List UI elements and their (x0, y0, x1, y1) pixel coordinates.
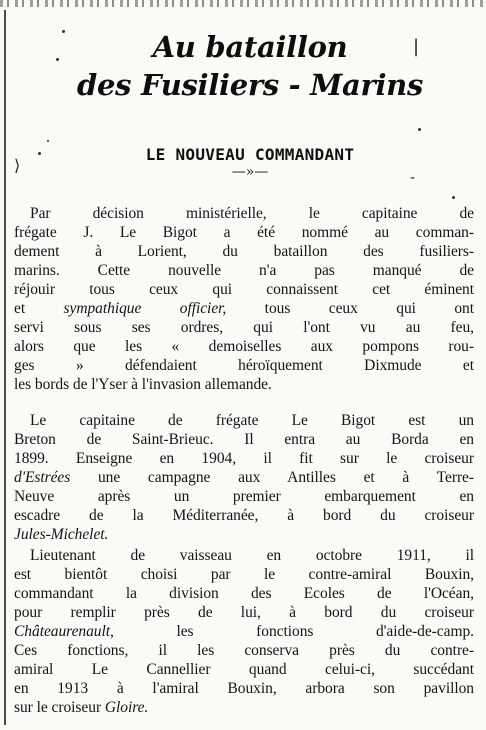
text-line: escadre de la Méditerranée, à bord du croiseur (14, 507, 474, 524)
text-line: servi sous ses ordres, qui l'ont vu au feu, (14, 319, 474, 336)
text-line: pour remplir près de lui, à bord du croiseur (14, 604, 474, 621)
text-line: Ces fonctions, il les conserva près du contre- (14, 642, 474, 659)
text-line: ges » défendaient héroïquement Dixmude et (14, 357, 474, 374)
text-line: réjouir tous ceux qui connaissent cet éminent (14, 281, 474, 298)
text-line: Le capitaine de frégate Le Bigot est un (30, 412, 474, 429)
section-ornament: —»— (231, 164, 269, 180)
ink-mark: ⟩ (14, 156, 21, 175)
text-line: et sympathique officier, tous ceux qui ont (14, 300, 474, 317)
ink-speck (452, 196, 455, 199)
text-line: Châteaurenault, les fonctions d'aide-de-camp. (14, 623, 474, 640)
text-line: alors que les « demoiselles aux pompons rou- (14, 338, 474, 355)
text-line: Par décision ministérielle, le capitaine de (30, 205, 474, 222)
text-line: Neuve après un premier embarquement en (14, 488, 474, 505)
text-line: frégate J. Le Bigot a été nommé au comman- (14, 224, 474, 241)
text-line: Lieutenant de vaisseau en octobre 1911, il (30, 547, 474, 564)
text-line: sur le croiseur Gloire. (14, 699, 149, 716)
text-line: Jules-Michelet. (14, 526, 109, 543)
torn-top-edge (0, 0, 486, 7)
headline-line-1: Au bataillon (152, 30, 348, 64)
text-line: en 1913 à l'amiral Bouxin, arbora son pavillon (14, 680, 474, 697)
text-line: d'Estrées une campagne aux Antilles et à Terre- (14, 469, 474, 486)
headline-line-2: des Fusiliers - Marins (77, 68, 423, 102)
text-line: est bientôt choisi par le contre-amiral Bouxin, (14, 566, 474, 583)
text-line: commandant la division des Ecoles de l'Océan, (14, 585, 474, 602)
text-line: amiral Le Cannellier quand celui-ci, succédant (14, 661, 474, 678)
text-line: 1899. Enseigne en 1904, il fit sur le croiseur (14, 450, 474, 467)
ink-mark: | (413, 36, 420, 57)
ink-mark: - (410, 170, 416, 186)
article-subtitle: LE NOUVEAU COMMANDANT (145, 145, 355, 164)
text-line: Breton de Saint-Brieuc. Il entra au Borda en (14, 431, 474, 448)
column-rule (4, 10, 6, 725)
text-line: les bords de l'Yser à l'invasion allemande. (14, 376, 272, 393)
ink-speck (47, 140, 49, 142)
ink-speck (418, 128, 421, 131)
text-line: dement à Lorient, du bataillon des fusiliers- (14, 243, 474, 260)
text-line: marins. Cette nouvelle n'a pas manqué de (14, 262, 474, 279)
